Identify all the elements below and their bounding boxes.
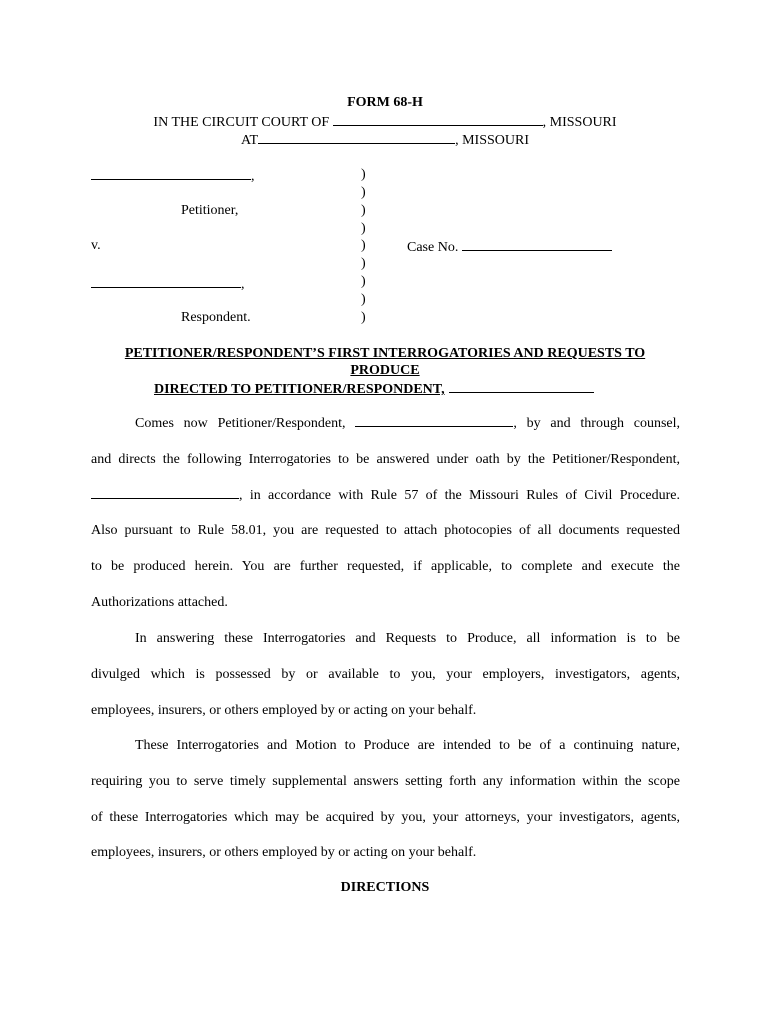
respondent-name-blank[interactable] xyxy=(91,274,241,288)
versus-label: v. xyxy=(91,238,101,253)
caption-paren: ) xyxy=(361,238,366,253)
p1-line-3: , in accordance with Rule 57 of the Missouri Rules of Civil Procedure. xyxy=(239,487,680,503)
court-at-line xyxy=(0,130,770,150)
paragraph-line xyxy=(91,406,680,442)
court-suffix: , MISSOURI xyxy=(542,115,617,130)
heading-party-blank[interactable] xyxy=(449,379,594,393)
county-blank[interactable] xyxy=(333,112,543,126)
directions-heading: DIRECTIONS xyxy=(340,880,430,895)
p1-line-1b: , by and through counsel, xyxy=(513,416,681,431)
paragraph-line: to be produced herein. You are further requested, if applicable, to complete and execute the xyxy=(91,559,680,575)
paragraph-line: of these Interrogatories which may be acquired by you, your attorneys, your investigators, agents, xyxy=(91,809,680,825)
paragraph-line: Also pursuant to Rule 58.01, you are requested to attach photocopies of all documents requested xyxy=(91,523,680,539)
form-title: FORM 68-H xyxy=(347,95,423,110)
paragraph-answering xyxy=(91,621,680,728)
petitioner-name-blank[interactable] xyxy=(91,166,251,180)
petitioner-name-line xyxy=(91,166,255,186)
petitioner-label: Petitioner, xyxy=(181,203,239,218)
respondent-comma: , xyxy=(241,277,245,292)
case-number-blank[interactable] xyxy=(462,237,612,251)
respondent-label: Respondent. xyxy=(181,310,251,325)
heading-line-3 xyxy=(154,379,594,399)
respondent-name-line xyxy=(91,274,245,294)
caption-paren: ) xyxy=(361,256,366,271)
p1-line-1a: Comes now Petitioner/Respondent, xyxy=(135,416,346,431)
petitioner-comma: , xyxy=(251,169,255,184)
caption-paren: ) xyxy=(361,274,366,289)
paragraph-line: requiring you to serve timely supplemental answers setting forth any information within the scope xyxy=(91,773,680,789)
caption-paren: ) xyxy=(361,292,366,307)
paragraph-line: and directs the following Interrogatories to be answered under oath by the Petitioner/Respondent, xyxy=(91,451,680,467)
at-suffix: , MISSOURI xyxy=(455,133,530,148)
caption-paren: ) xyxy=(361,203,366,218)
court-line xyxy=(0,112,770,132)
paragraph-line: Authorizations attached. xyxy=(91,594,228,610)
heading-line-2: PRODUCE xyxy=(350,363,420,378)
paragraph-line: employees, insurers, or others employed by or acting on your behalf. xyxy=(91,845,477,861)
court-prefix: IN THE CIRCUIT COURT OF xyxy=(153,115,330,130)
caption-paren: ) xyxy=(361,167,366,182)
at-prefix: AT xyxy=(240,133,259,148)
paragraph-continuing xyxy=(91,728,680,871)
city-blank[interactable] xyxy=(258,130,455,144)
paragraph-line: employees, insurers, or others employed by or acting on your behalf. xyxy=(91,702,477,718)
paragraph-intro xyxy=(91,406,680,621)
answering-party-blank[interactable] xyxy=(91,485,239,499)
caption-paren: ) xyxy=(361,221,366,236)
petitioner-respondent-blank[interactable] xyxy=(355,413,513,427)
paragraph-line: In answering these Interrogatories and Requests to Produce, all information is to be xyxy=(135,631,680,646)
heading-line-3-text: DIRECTED TO PETITIONER/RESPONDENT, xyxy=(154,382,445,397)
paragraph-line xyxy=(91,478,680,514)
paragraph-line: These Interrogatories and Motion to Produce are intended to be of a continuing nature, xyxy=(135,738,680,753)
case-number-line xyxy=(407,237,612,257)
paragraph-line: divulged which is possessed by or available to you, your employers, investigators, agents, xyxy=(91,666,680,682)
heading-line-1: PETITIONER/RESPONDENT’S FIRST INTERROGATORIES AND REQUESTS TO xyxy=(124,346,646,361)
caption-paren: ) xyxy=(361,185,366,200)
case-no-label: Case No. xyxy=(407,240,459,255)
caption-paren: ) xyxy=(361,310,366,325)
